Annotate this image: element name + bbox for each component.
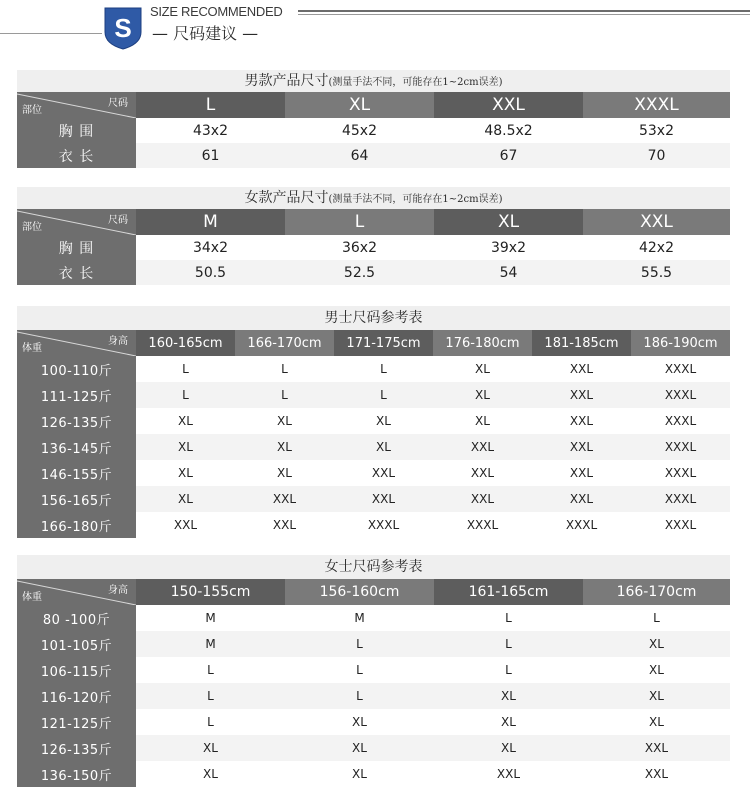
row-label: 胸 围 — [17, 118, 136, 143]
table-cell: XXL — [569, 362, 594, 376]
corner-label-top: 尺码 — [108, 215, 128, 226]
size-header: L — [285, 209, 434, 235]
womens-product-title: 女款产品尺寸 — [244, 190, 329, 206]
table-cell: XL — [352, 715, 367, 729]
table-cell: XL — [501, 741, 516, 755]
height-header: 181-185cm — [532, 330, 631, 356]
table-cell: XXXL — [466, 518, 499, 532]
table-cell: 64 — [350, 147, 369, 164]
table-cell: L — [281, 362, 288, 376]
table-cell: XXXL — [664, 362, 697, 376]
table-cell: XXL — [272, 518, 297, 532]
table-cell: XL — [352, 741, 367, 755]
table-cell: XXL — [272, 492, 297, 506]
size-header: XXL — [434, 92, 583, 118]
mens-product-caption — [17, 70, 730, 92]
weight-label: 80 -100斤 — [17, 605, 136, 631]
table-cell: XXL — [569, 414, 594, 428]
table-cell: 42x2 — [638, 239, 674, 256]
corner-label-bottom: 体重 — [22, 343, 42, 354]
womens-product-note: (测量手法不同，可能存在1~2cm误差) — [328, 194, 503, 205]
table-cell: XXL — [173, 518, 198, 532]
size-header: XXXL — [583, 92, 730, 118]
height-header: 176-180cm — [433, 330, 532, 356]
size-header: XL — [285, 92, 434, 118]
table-cell: XL — [501, 689, 516, 703]
corner-label-top: 身高 — [108, 585, 128, 596]
mens-reference-table — [17, 306, 730, 538]
table-cell: XL — [352, 767, 367, 781]
shield-logo-icon — [101, 6, 145, 50]
corner-label-top: 尺码 — [108, 98, 128, 109]
size-header: XXL — [583, 209, 730, 235]
header-title-cn: — 尺码建议 — — [152, 24, 259, 43]
height-header: 156-160cm — [285, 579, 434, 605]
mens-reference-body — [17, 356, 730, 538]
table-cell: L — [356, 663, 363, 677]
table-cell: XL — [178, 440, 193, 454]
table-cell: XXXL — [664, 492, 697, 506]
table-cell: XL — [475, 388, 490, 402]
weight-label: 126-135斤 — [17, 408, 136, 434]
table-cell: L — [380, 388, 387, 402]
table-cell: XXXL — [367, 518, 400, 532]
table-cell: XL — [376, 440, 391, 454]
table-cell: XXXL — [565, 518, 598, 532]
table-row — [17, 260, 730, 285]
table-row — [17, 408, 730, 434]
table-cell: XXL — [470, 492, 495, 506]
table-cell: XXL — [569, 492, 594, 506]
table-row — [17, 460, 730, 486]
table-cell: XXL — [569, 466, 594, 480]
weight-label: 100-110斤 — [17, 356, 136, 382]
row-label: 胸 围 — [17, 235, 136, 260]
table-row — [17, 761, 730, 787]
womens-product-caption — [17, 187, 730, 209]
womens-product-header-row — [17, 209, 730, 235]
table-row — [17, 735, 730, 761]
weight-label: 146-155斤 — [17, 460, 136, 486]
table-cell: L — [356, 637, 363, 651]
size-header: XL — [434, 209, 583, 235]
table-cell: 36x2 — [341, 239, 377, 256]
corner-cell — [17, 330, 136, 356]
height-header: 166-170cm — [235, 330, 334, 356]
weight-label: 156-165斤 — [17, 486, 136, 512]
table-cell: XXL — [569, 440, 594, 454]
table-cell: XXXL — [664, 518, 697, 532]
weight-label: 116-120斤 — [17, 683, 136, 709]
table-cell: 55.5 — [640, 264, 673, 281]
table-cell: L — [505, 637, 512, 651]
table-cell: 50.5 — [194, 264, 227, 281]
table-cell: XXXL — [664, 388, 697, 402]
table-cell: XXXL — [664, 466, 697, 480]
table-cell: L — [207, 663, 214, 677]
table-cell: 52.5 — [343, 264, 376, 281]
page-header — [0, 0, 750, 60]
table-row — [17, 143, 730, 168]
table-cell: XXL — [644, 767, 669, 781]
womens-reference-caption: 女士尺码参考表 — [17, 555, 730, 579]
table-row — [17, 512, 730, 538]
mens-reference-header-row — [17, 330, 730, 356]
womens-reference-table — [17, 555, 730, 787]
weight-label: 111-125斤 — [17, 382, 136, 408]
table-cell: M — [205, 637, 216, 651]
table-cell: XL — [475, 414, 490, 428]
logo-letter: S — [114, 13, 132, 43]
table-cell: XL — [501, 715, 516, 729]
table-cell: XXL — [470, 466, 495, 480]
table-row — [17, 631, 730, 657]
corner-label-bottom: 部位 — [22, 105, 42, 116]
table-row — [17, 382, 730, 408]
table-cell: XL — [376, 414, 391, 428]
table-cell: XXXL — [664, 414, 697, 428]
size-header: M — [136, 209, 285, 235]
height-header: 171-175cm — [334, 330, 433, 356]
table-cell: XXL — [569, 388, 594, 402]
table-row — [17, 683, 730, 709]
table-cell: XL — [277, 414, 292, 428]
table-row — [17, 434, 730, 460]
table-cell: 45x2 — [341, 122, 377, 139]
weight-label: 126-135斤 — [17, 735, 136, 761]
table-cell: XXXL — [664, 440, 697, 454]
table-cell: L — [653, 611, 660, 625]
header-rule-thin — [298, 14, 750, 15]
table-row — [17, 356, 730, 382]
weight-label: 136-145斤 — [17, 434, 136, 460]
table-cell: L — [182, 362, 189, 376]
table-row — [17, 657, 730, 683]
table-row — [17, 709, 730, 735]
womens-reference-header-row — [17, 579, 730, 605]
header-title-en: SIZE RECOMMENDED — [150, 4, 283, 19]
height-header: 161-165cm — [434, 579, 583, 605]
table-cell: XL — [649, 715, 664, 729]
corner-cell — [17, 579, 136, 605]
height-header: 150-155cm — [136, 579, 285, 605]
weight-label: 106-115斤 — [17, 657, 136, 683]
corner-cell — [17, 209, 136, 235]
table-cell: XXL — [496, 767, 521, 781]
table-cell: XL — [649, 663, 664, 677]
table-cell: XL — [178, 492, 193, 506]
table-row — [17, 605, 730, 631]
table-cell: XL — [475, 362, 490, 376]
table-cell: M — [354, 611, 365, 625]
table-cell: 43x2 — [192, 122, 228, 139]
table-cell: 70 — [647, 147, 666, 164]
weight-label: 136-150斤 — [17, 761, 136, 787]
table-cell: L — [505, 611, 512, 625]
table-row — [17, 486, 730, 512]
mens-product-note: (测量手法不同，可能存在1~2cm误差) — [328, 77, 503, 88]
table-cell: XL — [203, 741, 218, 755]
height-header: 166-170cm — [583, 579, 730, 605]
table-cell: L — [207, 689, 214, 703]
table-cell: XL — [178, 414, 193, 428]
table-cell: 61 — [201, 147, 220, 164]
height-header: 186-190cm — [631, 330, 730, 356]
table-cell: L — [207, 715, 214, 729]
weight-label: 166-180斤 — [17, 512, 136, 538]
header-rule — [298, 10, 750, 12]
table-cell: 67 — [499, 147, 518, 164]
table-cell: L — [356, 689, 363, 703]
mens-reference-caption: 男士尺码参考表 — [17, 306, 730, 330]
table-cell: XL — [277, 466, 292, 480]
table-cell: L — [182, 388, 189, 402]
table-row — [17, 235, 730, 260]
table-cell: L — [380, 362, 387, 376]
mens-product-title: 男款产品尺寸 — [244, 73, 329, 89]
corner-cell — [17, 92, 136, 118]
mens-product-table — [17, 70, 730, 168]
table-cell: XXL — [371, 492, 396, 506]
table-cell: 39x2 — [490, 239, 526, 256]
table-cell: XL — [277, 440, 292, 454]
table-cell: XXL — [470, 440, 495, 454]
weight-label: 121-125斤 — [17, 709, 136, 735]
womens-reference-body — [17, 605, 730, 787]
row-label: 衣 长 — [17, 260, 136, 285]
table-cell: 48.5x2 — [484, 122, 533, 139]
table-cell: XL — [203, 767, 218, 781]
corner-label-bottom: 部位 — [22, 222, 42, 233]
table-cell: XL — [649, 689, 664, 703]
table-cell: XL — [178, 466, 193, 480]
table-cell: 54 — [499, 264, 518, 281]
table-cell: XL — [649, 637, 664, 651]
table-cell: 34x2 — [192, 239, 228, 256]
corner-label-top: 身高 — [108, 336, 128, 347]
womens-product-table — [17, 187, 730, 285]
corner-label-bottom: 体重 — [22, 592, 42, 603]
table-cell: L — [505, 663, 512, 677]
table-cell: XXL — [371, 466, 396, 480]
size-header: L — [136, 92, 285, 118]
table-cell: M — [205, 611, 216, 625]
weight-label: 101-105斤 — [17, 631, 136, 657]
table-cell: 53x2 — [638, 122, 674, 139]
row-label: 衣 长 — [17, 143, 136, 168]
table-cell: L — [281, 388, 288, 402]
height-header: 160-165cm — [136, 330, 235, 356]
table-row — [17, 118, 730, 143]
mens-product-header-row — [17, 92, 730, 118]
table-cell: XXL — [644, 741, 669, 755]
header-rule-left — [0, 33, 102, 34]
